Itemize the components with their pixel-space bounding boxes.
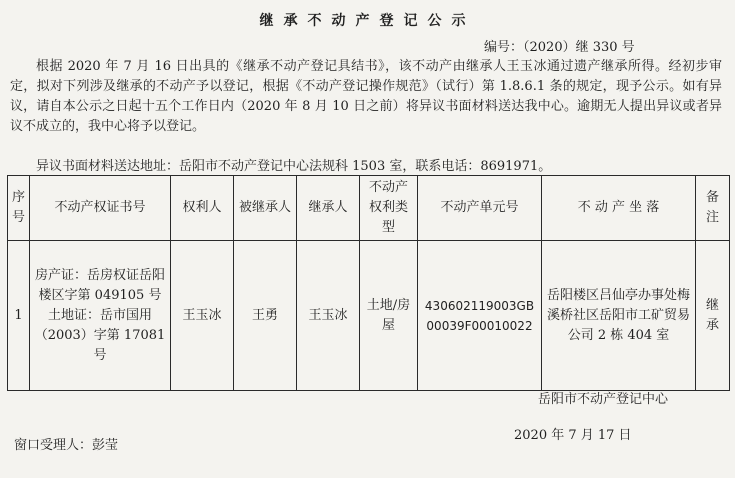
registration-table <box>7 175 730 391</box>
header-remark: 备注 <box>696 176 730 241</box>
document-number: 编号：（2020）继 330 号 <box>484 40 635 55</box>
cell-cert-no: 房产证：岳房权证岳阳楼区字第 049105 号 土地证：岳市国用（2003）字第 17081 号 <box>30 241 171 391</box>
window-receiver: 窗口受理人：彭莹 <box>14 438 119 453</box>
cell-heir: 王玉冰 <box>297 241 360 391</box>
notice-title: 继承不动产登记公示 <box>259 13 476 29</box>
cell-location: 岳阳楼区吕仙亭办事处梅溪桥社区岳阳市工矿贸易公司 2 栋 404 室 <box>542 241 696 391</box>
header-decedent: 被继承人 <box>234 176 297 241</box>
cell-decedent: 王勇 <box>234 241 297 391</box>
issue-date: 2020 年 7 月 17 日 <box>514 428 632 443</box>
issuing-organization: 岳阳市不动产登记中心 <box>538 392 669 407</box>
objection-address: 异议书面材料送达地址：岳阳市不动产登记中心法规科 1503 室，联系电话：8691971。 <box>36 159 552 174</box>
header-heir: 继承人 <box>297 176 360 241</box>
cell-seq: 1 <box>8 241 30 391</box>
table-row <box>8 241 730 391</box>
cell-unit-no: 430602119003GB00039F00010022 <box>418 241 542 391</box>
header-seq: 序号 <box>8 176 30 241</box>
header-location: 不 动 产 坐 落 <box>542 176 696 241</box>
table-header-row <box>8 176 730 241</box>
header-owner: 权利人 <box>171 176 234 241</box>
cell-owner: 王玉冰 <box>171 241 234 391</box>
cell-right-type: 土地/房屋 <box>360 241 418 391</box>
cell-remark: 继承 <box>696 241 730 391</box>
header-unit-no: 不动产单元号 <box>418 176 542 241</box>
header-cert-no: 不动产权证书号 <box>30 176 171 241</box>
notice-paragraph: 根据 2020 年 7 月 16 日出具的《继承不动产登记具结书》，该不动产由继承人王玉冰通过遗产继承所得。经初步审定，拟对下列涉及继承的不动产予以登记，根据《不动产登记操作规范》（试行）第 1.8.6.1 条的规定，现予公示。如有异议，请自本公示之日起十五个工作日内（2020 年 8 月 10 日之前）将异议书面材料送达我中心。逾期无人提出异议或者异议不成立的，我中心将予以登记。 <box>10 59 722 134</box>
header-right-type: 不动产权利类型 <box>360 176 418 241</box>
